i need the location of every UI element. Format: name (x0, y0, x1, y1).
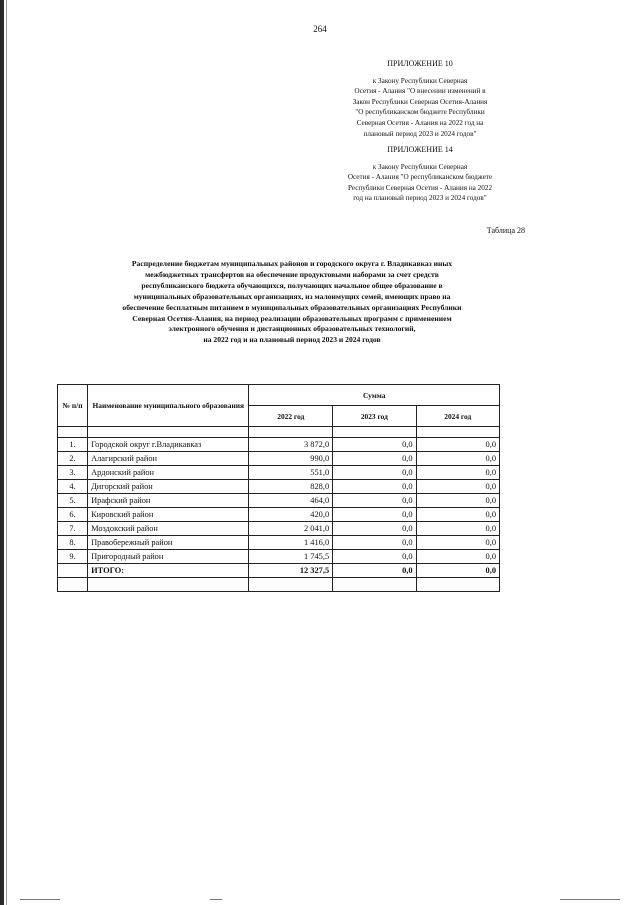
appendix-14-heading: ПРИЛОЖЕНИЕ 14 (387, 145, 453, 154)
row-value-2022: 1 745,5 (249, 550, 333, 564)
row-value-2024: 0,0 (416, 508, 499, 522)
table-row (58, 480, 500, 494)
title-line: электронного обучения и дистанционных образовательных технологий, (168, 324, 416, 334)
row-value-2024: 0,0 (416, 522, 499, 536)
row-value-2023: 0,0 (333, 480, 416, 494)
table-label: Таблица 28 (486, 226, 525, 235)
scan-edge-light (6, 0, 7, 905)
appendix-10-line: Северная Осетия - Алания на 2022 год на (356, 118, 484, 127)
row-value-2022: 990,0 (249, 452, 333, 466)
total-label: ИТОГО: (88, 564, 249, 578)
row-municipality: Дигорский район (88, 480, 249, 494)
header-year-2023: 2023 год (333, 406, 416, 427)
header-number: № п/п (58, 385, 88, 427)
row-number: 9. (58, 550, 88, 564)
row-value-2022: 1 416,0 (249, 536, 333, 550)
row-value-2023: 0,0 (333, 536, 416, 550)
row-number: 8. (58, 536, 88, 550)
row-value-2024: 0,0 (416, 466, 499, 480)
row-municipality: Городской округ г.Владикавказ (88, 438, 249, 452)
title-line: на 2022 год и на плановый период 2023 и 2024 годов (203, 335, 381, 345)
appendix-10-line: "О республиканском бюджете Республики (355, 108, 485, 117)
table-row (58, 438, 500, 452)
row-value-2023: 0,0 (333, 452, 416, 466)
title-line: Распределение бюджетам муниципальных районов и городского округа г. Владикавказ иных (131, 259, 453, 268)
row-number: 3. (58, 466, 88, 480)
row-municipality: Пригородный район (88, 550, 249, 564)
appendix-10-line: Осетия - Алания "О внесении изменений в (354, 87, 486, 96)
appendix-10-block (325, 59, 515, 139)
row-value-2023: 0,0 (333, 550, 416, 564)
row-municipality: Ирафский район (88, 494, 249, 508)
row-value-2023: 0,0 (333, 466, 416, 480)
table-empty-row (58, 578, 500, 592)
row-value-2023: 0,0 (333, 522, 416, 536)
row-number: 7. (58, 522, 88, 536)
title-line: республиканского бюджета обучающихся, получающих начальное общее образование в (141, 280, 443, 290)
title-line: межбюджетных трансфертов на обеспечение продуктовыми наборами за счет средств (145, 269, 439, 279)
row-value-2024: 0,0 (416, 550, 499, 564)
row-value-2023: 0,0 (333, 508, 416, 522)
title-line: муниципальных образовательных организациях, из малоимущих семей, имеющих право на (133, 291, 451, 301)
distribution-table (57, 384, 500, 592)
row-value-2023: 0,0 (333, 494, 416, 508)
total-value-2023: 0,0 (333, 564, 416, 578)
table-row (58, 494, 500, 508)
row-value-2022: 464,0 (249, 494, 333, 508)
appendix-10-heading: ПРИЛОЖЕНИЕ 10 (387, 59, 453, 68)
table-total-row (58, 564, 500, 578)
row-value-2022: 420,0 (249, 508, 333, 522)
total-value-2022: 12 327,5 (249, 564, 333, 578)
row-value-2022: 3 872,0 (249, 438, 333, 452)
row-municipality: Моздокский район (88, 522, 249, 536)
row-value-2022: 551,0 (249, 466, 333, 480)
row-number: 1. (58, 438, 88, 452)
header-municipality: Наименование муниципального образования (88, 385, 249, 427)
row-number: 4. (58, 480, 88, 494)
appendix-14-line: Республики Северная Осетия - Алания на 2022 (347, 183, 493, 192)
table-row (58, 522, 500, 536)
header-year-2024: 2024 год (416, 406, 499, 427)
header-sum: Сумма (249, 385, 500, 406)
header-spacer-row (58, 427, 500, 438)
row-municipality: Алагирский район (88, 452, 249, 466)
row-municipality: Кировский район (88, 508, 249, 522)
appendix-10-line: к Закону Республики Северная (372, 76, 468, 85)
scan-edge-dark (0, 0, 4, 905)
document-title (62, 259, 522, 346)
title-line: обеспечение бесплатным питанием в муниципальных образовательных организациях Республики (122, 302, 462, 312)
table-body (58, 438, 500, 592)
table-row (58, 536, 500, 550)
appendix-14-line: Осетия - Алания "О республиканском бюджете (347, 173, 493, 182)
page-number: 264 (313, 24, 327, 34)
header-year-2022: 2022 год (249, 406, 333, 427)
row-value-2024: 0,0 (416, 480, 499, 494)
appendix-10-line: плановый период 2023 и 2024 годов" (363, 129, 477, 138)
table-row (58, 466, 500, 480)
row-value-2024: 0,0 (416, 494, 499, 508)
row-value-2022: 828,0 (249, 480, 333, 494)
scan-bottom-marks (0, 899, 640, 901)
table-row (58, 550, 500, 564)
row-number: 2. (58, 452, 88, 466)
title-line: Северная Осетия-Алания, на период реализации образовательных программ с применением (132, 313, 452, 323)
table-row (58, 452, 500, 466)
row-number: 6. (58, 508, 88, 522)
row-value-2022: 2 041,0 (249, 522, 333, 536)
row-value-2023: 0,0 (333, 438, 416, 452)
row-municipality: Правобережный район (88, 536, 249, 550)
table-row (58, 508, 500, 522)
appendix-10-line: Закон Республики Северная Осетия-Алания (352, 97, 488, 106)
appendix-14-line: к Закону Республики Северная (372, 162, 468, 171)
row-municipality: Ардонский район (88, 466, 249, 480)
row-value-2024: 0,0 (416, 438, 499, 452)
row-value-2024: 0,0 (416, 536, 499, 550)
total-value-2024: 0,0 (416, 564, 499, 578)
appendix-14-line: год на плановый период 2023 и 2024 годов" (353, 194, 487, 203)
appendix-14-block (325, 145, 515, 204)
row-value-2024: 0,0 (416, 452, 499, 466)
row-number: 5. (58, 494, 88, 508)
